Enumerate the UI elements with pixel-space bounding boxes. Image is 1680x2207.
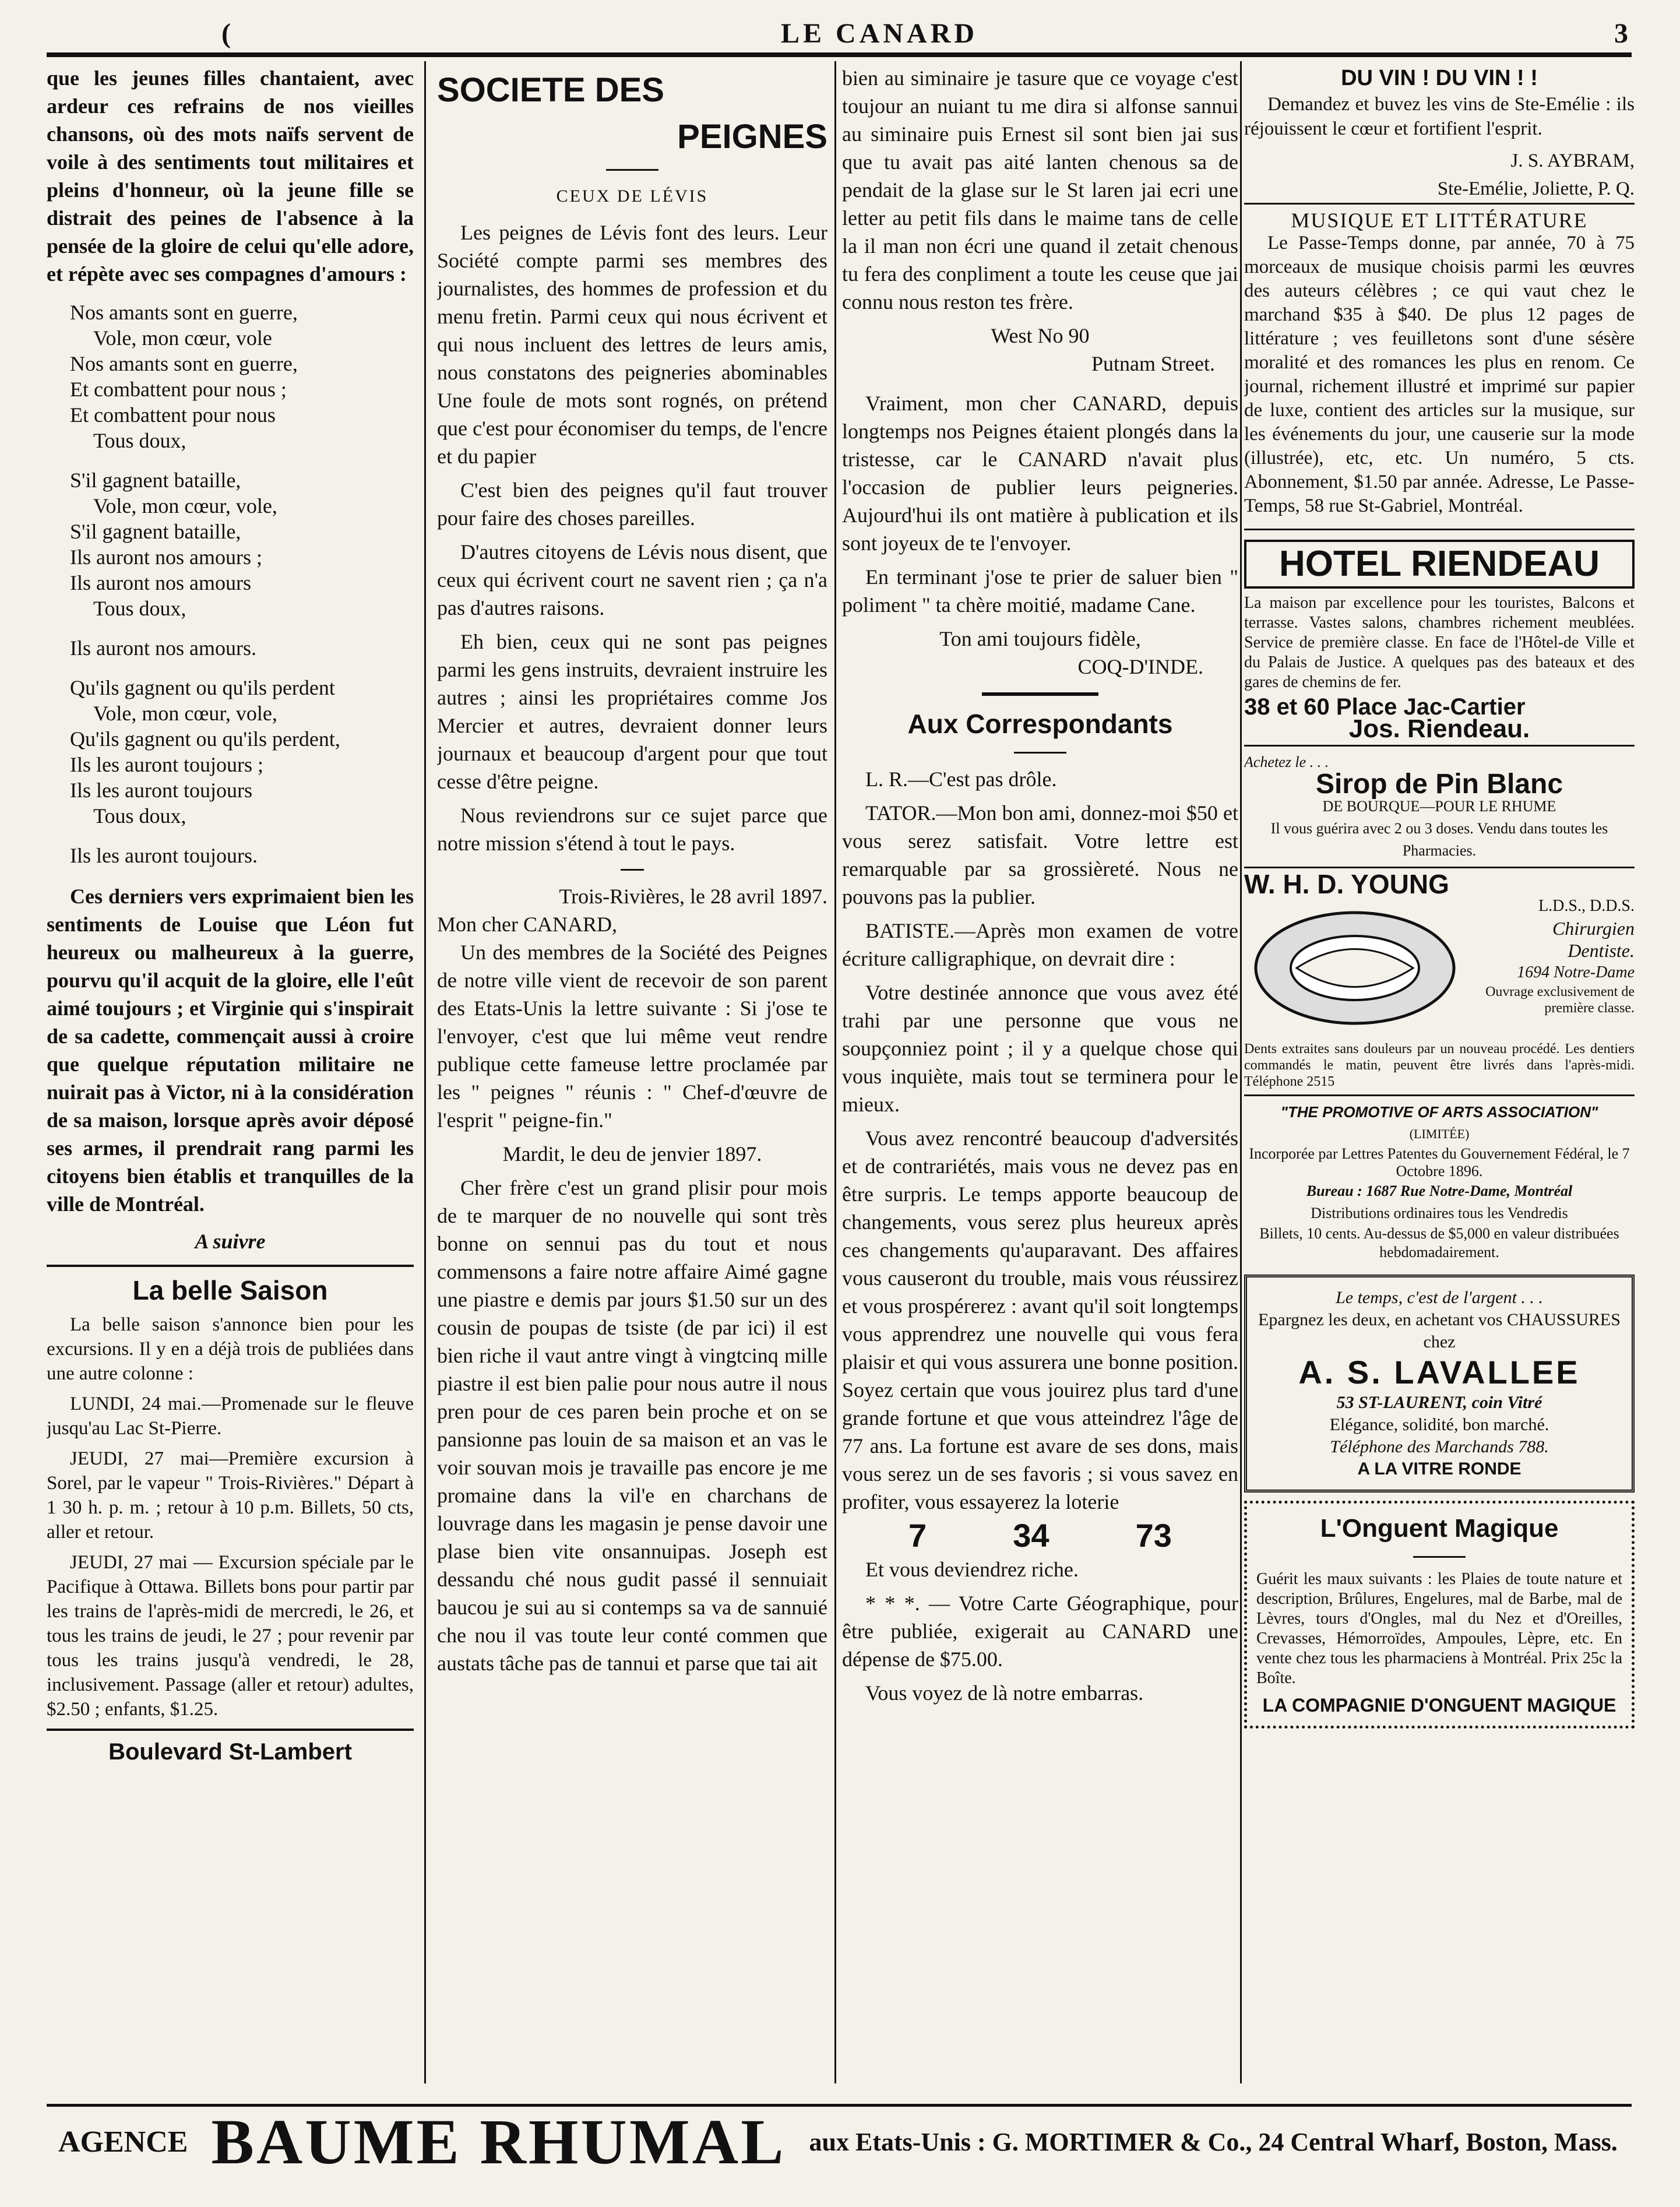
poem-line: Et combattent pour nous — [70, 403, 276, 427]
lottery-number: 34 — [1013, 1517, 1049, 1554]
saison-item: JEUDI, 27 mai — Excursion spéciale par le Pacifique à Ottawa. Billets bons pour partir par les trains de l'après-midi de mercredi, le 26, et tous les trains de jeudi, le 27 ; pour revenir par tous les trains jusqu'à vendredi, le 28, inclusivement. Passage (aller et retour) adultes, $2.50 ; enfants, $1.25. — [47, 1552, 414, 1720]
column-3: bien au siminaire je tasure que ce voyage c'est toujour an nuiant tu me dira si alfonse sannui au siminaire puis Ernest sil sont bien jai sus que tu avait pas aité lanten chenous sa de pendait de la glase sur le St laren jai ecri une letter au petit fils dans le maime tans de celle la il man non écri une quand il zetait chenous tu fera des conpliment a toute les ceuse que jai connu nous reston tes frère. West No 90 Putnam Street. Vraiment, mon cher CANARD, depuis longtemps nos Peignes étaient plongés dans la tristesse, car le CANARD n'avait plus l'occasion de publier leurs peigneries. Aujourd'hui ils ont matière à publication et ils sont joyeux de te l'envoyer. En terminant j'ose te prier de saluer bien " poliment " ta chère moitié, madame Cane. Ton ami toujours fidèle, COQ-D'INDE. Aux Correspondants L. R.—C'est pas drôle. TATOR.—Mon bon ami, donnez-moi $50 et vous serez satisfait. Votre lettre est remarquable par sa grossièreté. Nous ne pouvons pas la publier. BATISTE.—Après mon examen de votre écriture calligraphique, on devrait dire : Votre destinée annonce que vous avez été trahi par une personne que vous ne soupçonniez point ; il y a quelque chose qui vous inquiète, mais tout se terminera pour le mieux. Vous avez rencontré beaucoup d'adversités et de contrariétés, mais vous ne devez pas en être surpris. Le temps apporte beaucoup de changements, vous serez plus heureux après ces changements qu'auparavant. Des affaires vous causeront du trouble, mais vous réussirez et vous prospérerez : avant qu'il soit longtemps vous apprendrez une nouvelle qui vous fera plaisir et qui vous assurera une bonne position. Soyez certain que vous jouirez plus tard d'une grande fortune et que vous atteindrez l'âge de 77 ans. La fortune est avare de ses dons, mais vous serez un de ses favoris ; si vous savez en profiter, vous essayerez la loterie 7 34 73 Et vous deviendrez riche. * * *. — Votre Carte Géographique, pour être publiée, exigerait au CANARD une dépense de $75.00. Vous voyez de là notre embarras. — [842, 64, 1238, 2092]
hotel-title: HOTEL RIENDEAU — [1244, 540, 1635, 589]
column-rule — [834, 61, 836, 2083]
column-1 — [47, 64, 414, 2092]
musique-ad: MUSIQUE ET LITTÉRATURE Le Passe-Temps donne, par année, 70 à 75 morceaux de musique choisis parmi les œuvres des auteurs célèbres ; ce qui vaut chez le marchand $35 à $40. De plus 12 pages de littérature ; ves feuilletons sont d'une sésère moralité et des romances les plus en renom. Ce journal, richement illustré et imprimé sur papier de luxe, contient des articles sur la musique, sur les événements du jour, une causerie sur la mode (illustrée), etc, etc. Un numéro, 5 cts. Abonnement, $1.50 par année. Adresse, Le Passe-Temps, 58 rue St-Gabriel, Montréal. — [1244, 203, 1635, 529]
footer-brand: BAUME RHUMAL — [211, 2106, 786, 2177]
poem-line: S'il gagnent bataille, — [70, 520, 241, 543]
peigne-letter-cont: bien au siminaire je tasure que ce voyage c'est toujour an nuiant tu me dira si alfonse sannui au siminaire puis Ernest sil sont bien jai sus que tu avait pas aité lanten chenous sa de pendait de la glase sur le St laren jai ecri une letter au petit fils dans le maime tans de celle la il man non écri une quand il zetait chenous tu fera des conpliment a toute les ceuse que jai connu nous reston tes frère. — [842, 66, 1238, 314]
short-rule — [606, 169, 658, 171]
vin-title: DU VIN ! DU VIN ! ! — [1341, 66, 1538, 90]
dentist-title: W. H. D. YOUNG — [1244, 869, 1449, 899]
poem — [70, 300, 414, 868]
divider — [47, 1265, 414, 1267]
poem-line: Vole, mon cœur, vole, — [93, 702, 277, 725]
poem-stanza — [70, 300, 414, 453]
letter-date: Mardit, le deu de jenvier 1897. — [502, 1142, 762, 1166]
top-rule — [47, 52, 1632, 57]
story-after: Ces derniers vers exprimaient bien les sentiments de Louise que Léon fut heureux ou malheureux à la guerre, pourvu qu'il acquit de la gloire, elle l'eût aimé toujours ; et Virginie qui s'inspirait de sa cadette, commençait aussi à croire que quelque réputation militaire ne nuirait pas à Victor, ni à la considération de sa maison, lorsque après avoir déposé ses armes, il prendrait rang parmi les citoyens bien établis et tranquilles de la ville de Montréal. — [47, 885, 414, 1216]
dentist-ad: W. H. D. YOUNG L.D.S., D.D.S. Chirurgien Dentiste. 1694 Notre-Dame Ouvrage exclusivement de première classe. Dents extraites sans douleurs par un nouveau procédé. Les dentiers commandés le matin, peuvent être livrés dans l'après-midi. Téléphone 2515 — [1244, 867, 1635, 1094]
masthead-title: LE CANARD — [781, 18, 978, 49]
footer-agence: AGENCE — [58, 2125, 188, 2159]
lavallee-ad: Le temps, c'est de l'argent . . . Epargnez les deux, en achetant vos CHAUSSURES chez A. S. LAVALLEE 53 ST-LAURENT, coin Vitré Elégance, solidité, bon marché. Téléphone des Marchands 788. A LA VITRE RONDE — [1244, 1275, 1635, 1493]
saison-item: LUNDI, 24 mai.—Promenade sur le fleuve jusqu'au Lac St-Pierre. — [47, 1393, 414, 1439]
column-4: DU VIN ! DU VIN ! ! Demandez et buvez les vins de Ste-Emélie : ils réjouissent le cœur et fortifient l'esprit. J. S. AYBRAM, Ste-Emélie, Joliette, P. Q. MUSIQUE ET LITTÉRATURE Le Passe-Temps donne, par année, 70 à 75 morceaux de musique choisis parmi les œuvres des auteurs célèbres ; ce qui vaut chez le marchand $35 à $40. De plus 12 pages de littérature ; ves feuilletons sont d'une sésère moralité et des romances les plus en renom. Ce journal, richement illustré et imprimé sur papier de luxe, contient des articles sur la musique, sur les événements du jour, une causerie sur la mode (illustrée), etc, etc. Un numéro, 5 cts. Abonnement, $1.50 par année. Adresse, Le Passe-Temps, 58 rue St-Gabriel, Montréal. HOTEL RIENDEAU La maison par excellence pour les touristes, Balcons et terrasse. Vastes salons, chambres richement meublées. Service de première classe. En face de l'Hôtel-de Ville et du Palais de Justice. A quelques pas des bateaux et des gares de chemins de fer. 38 et 60 Place Jac-Cartier Jos. Riendeau. Achetez le . . . Sirop de Pin Blanc DE BOURQUE—POUR LE RHUME Il vous guérira avec 2 ou 3 doses. Vendu dans toutes les Pharmacies. W. H. D. YOUNG L.D.S., D.D.S. Chirurgien Dentiste. 1694 Notre-Dame Ouvrage exclusivement de première classe. Dents extraites sans douleurs par un nouveau procédé. Les dentiers commandés le matin, peuvent être livrés dans l'après-midi. Téléphone 2515 "THE PROMOTIVE OF ARTS ASSOCIATION" (LIMITÉE) Incorporée par Lettres Patentes du Gouvernement Fédéral, le 7 Octobre 1896. Bureau : 1687 Rue Notre-Dame, Montréal Distributions ordinaires tous les Vendredis Billets, 10 cents. Au-dessus de $5,000 en valeur distribuées hebdomadairement. Le temps, c'est de l'argent . . . Epargnez les deux, en achetant vos CHAUSSURES chez A. S. LAVALLEE 53 ST-LAURENT, coin Vitré Elégance, solidité, bon marché. Téléphone des Marchands 788. A LA VITRE RONDE L'Onguent Magique Guérit les maux suivants : les Plaies de toute nature et description, Brûlures, Engelures, mal de Barbe, mal de Lèvres, tours d'Ongles, mal du Nez et d'Oreilles, Crevasses, Hémorroïdes, Ampoules, Lèpre, etc. En vente chez tous les pharmaciens à Montréal. Prix 25c la Boîte. LA COMPAGNIE D'ONGUENT MAGIQUE — [1244, 64, 1635, 2092]
lottery-numbers — [865, 1517, 1215, 1554]
sirop-title: Sirop de Pin Blanc — [1315, 769, 1563, 800]
hotel-owner: Jos. Riendeau. — [1348, 714, 1530, 743]
poem-stanza — [70, 675, 414, 829]
column-rule — [424, 61, 426, 2083]
to-be-continued: A suivre — [195, 1230, 266, 1253]
poem-line: Ils les auront toujours — [70, 779, 252, 802]
sirop-ad: Achetez le . . . Sirop de Pin Blanc DE BOURQUE—POUR LE RHUME Il vous guérira avec 2 ou 3 doses. Vendu dans toutes les Pharmacies. — [1244, 745, 1635, 867]
poem-line: Tous doux, — [93, 429, 186, 452]
short-rule — [621, 869, 644, 871]
letter-address: West No 90 — [991, 324, 1090, 347]
poem-line: Ils les auront toujours ; — [70, 753, 263, 776]
correspondants-title: Aux Correspondants — [907, 709, 1173, 739]
poem-line: Ils les auront toujours. — [70, 844, 258, 867]
letter-address: Putnam Street. — [1091, 352, 1215, 375]
masthead-mark: ( — [221, 18, 234, 49]
poem-line: Qu'ils gagnent ou qu'ils perdent, — [70, 727, 340, 751]
letter-close: Ton ami toujours fidèle, — [939, 627, 1141, 650]
poem-line: Nos amants sont en guerre, — [70, 301, 298, 324]
page-number: 3 — [1614, 18, 1632, 49]
letter-date: Trois-Rivières, le 28 avril 1897. — [559, 885, 827, 908]
column-2: SOCIETE DES PEIGNES CEUX DE LÉVIS Les peignes de Lévis font des leurs. Leur Société compte parmi ses membres des journalistes, des hommes de profession et du menu fretin. Parmi ceux qui nous écrivent et qui nous incluent des lettres de leurs amis, nous constatons des peigneries abominables Une foule de mots sont rognés, on prétend que c'est pour économiser du temps, de l'encre et du papier C'est bien des peignes qu'il faut trouver pour faire des choses pareilles. D'autres citoyens de Lévis nous disent, que ceux qui écrivent court ne savent rien ; ça n'a pas d'autres raisons. Eh bien, ceux qui ne sont pas peignes parmi les gens instruits, devraient instruire les autres ; ainsi les propriétaires comme Jos Mercier et autres, devraient donner leurs journaux et beaucoup d'argent pour que tout cesse d'être peigne. Nous reviendrons sur ce sujet parce que notre mission s'étend à tout le pays. Trois-Rivières, le 28 avril 1897. Mon cher CANARD, Un des membres de la Société des Peignes de notre ville vient de recevoir de son parent des Etats-Unis la lettre suivante : Si j'ose te l'envoyer, c'est que lui même veut rendre publique cette fameuse lettre proclamée par les " peignes " réunis : " Chef-d'œuvre de l'esprit " peigne-fin." Mardit, le deu de jenvier 1897. Cher frère c'est un grand plisir pour mois de te marquer de no nouvelle qui sont très bonne on sennui pas du tout et nous commensons a faire notre affaire Aimé gagne une piastre e demis par jours $1.50 sur un des cousin de poupas de tsiste (de par ici) il est bien riche il vaut antre vingt à vingtcinq mille piastre il est bien palie pour nous autre il nous pren pour de ces paren bein proche et on se pansionne pas louin de sa maison et an vas le voir souvan mois je travaille pas encore je me promaine dans la vil'e en charchans de louvrage dans les magasin je pense davoir une plase bien vite onsannuipas. Joseph est dessandu ché nous gudit passé il sennuiait baucou je sui au si contemps sa va de sannuié che nou il vas toute leur conté commen que austats tâche pas de tannui et parse que tai ait — [437, 64, 827, 2092]
poem-line: Vole, mon cœur, vole, — [93, 494, 277, 518]
ornament-rule — [982, 692, 1098, 696]
poem-line: Nos amants sont en guerre, — [70, 352, 298, 375]
peignes-title-2: PEIGNES — [677, 118, 827, 156]
poem-stanza — [70, 843, 414, 868]
masthead — [47, 17, 1632, 52]
poem-line: Ils auront nos amours ; — [70, 545, 262, 569]
poem-line: Vole, mon cœur, vole — [93, 326, 272, 350]
saison-title: La belle Saison — [132, 1275, 328, 1305]
poem-line: Et combattent pour nous ; — [70, 378, 287, 401]
peignes-title-1: SOCIETE DES — [437, 71, 664, 109]
promotive-title: "THE PROMOTIVE OF ARTS ASSOCIATION" — [1280, 1103, 1598, 1121]
column-rule — [1240, 61, 1242, 2083]
saison-body: La belle saison s'annonce bien pour les excursions. Il y en a déjà trois de publiées dans une autre colonne : LUNDI, 24 mai.—Promenade sur le fleuve jusqu'au Lac St-Pierre. JEUDI, 27 mai—Première excursion à Sorel, par le vapeur " Trois-Rivières." Départ à 1 30 h. p. m. ; retour à 10 p.m. Billets, 50 cts, aller et retour. JEUDI, 27 mai — Excursion spéciale par le Pacifique à Ottawa. Billets bons pour partir par les trains de l'après-midi de mercredi, le 26, et tous les trains de jeudi, le 27 ; pour revenir par tous les trains jusqu'à vendredi, le 28, inclusivement. Passage (aller et retour) adultes, $2.50 ; enfants, $1.25. — [47, 1312, 414, 1722]
story-intro: que les jeunes filles chantaient, avec ardeur ces refrains de nos vieilles chansons, où des mots naïfs servent de voile à des sentiments tout militaires et pleins d'honneur, où la jeune fille se distrait des peines de l'absence à la pensée de la gloire de celui qu'elle adore, et répète avec ses compagnes d'amours : — [47, 66, 414, 286]
vin-signature: J. S. AYBRAM, — [1510, 150, 1635, 171]
footer-ad — [47, 2104, 1632, 2177]
letter-salutation: Mon cher CANARD, — [437, 913, 617, 936]
footer-address: aux Etats-Unis : G. MORTIMER & Co., 24 Central Wharf, Boston, Mass. — [809, 2127, 1618, 2156]
poem-line: Qu'ils gagnent ou qu'ils perdent — [70, 676, 335, 699]
onguent-company: LA COMPAGNIE D'ONGUENT MAGIQUE — [1262, 1695, 1616, 1716]
poem-line: Ils auront nos amours. — [70, 636, 256, 660]
lottery-number: 73 — [1135, 1517, 1172, 1554]
lavallee-title: A. S. LAVALLEE — [1298, 1354, 1580, 1391]
peigne-letter: Cher frère c'est un grand plisir pour mois de te marquer de no nouvelle qui sont très bonne on sennui pas du tout et nous commensons a faire notre affaire Aimé gagne une piastre e demis par jours $1.50 sur un des cousin de poupas de tsiste (de par ici) il est bien riche il vaut antre vingt à vingtcinq mille piastre il est bien palie pour nous autre il nous pren pour de ces paren bein proche et on se pansionne pas louin de sa maison et an vas le voir souvan mois je travaille pas encore je me promaine dans la vil'e en charchans de louvrage dans les magasin je pense davoir une plase bien vite onsannuipas. Joseph est dessandu ché nous gudit passé il sennuiait baucou je sui au si contemps sa va de sannuié che nou il vas toute leur conté commen que austats tâche pas de tannui et parse que tai ait — [437, 1176, 827, 1675]
vin-address: Ste-Emélie, Joliette, P. Q. — [1437, 178, 1635, 199]
poem-stanza — [70, 467, 414, 621]
hotel-address: 38 et 60 Place Jac-Cartier — [1244, 694, 1526, 720]
divider — [47, 1729, 414, 1731]
poem-line: Ils auront nos amours — [70, 571, 251, 594]
onguent-ad: L'Onguent Magique Guérit les maux suivants : les Plaies de toute nature et description, Brûlures, Engelures, mal de Barbe, mal de Lèvres, tours d'Ongles, mal du Nez et d'Oreilles, Crevasses, Hémorroïdes, Ampoules, Lèpre, etc. En vente chez tous les pharmaciens à Montréal. Prix 25c la Boîte. LA COMPAGNIE D'ONGUENT MAGIQUE — [1244, 1501, 1635, 1729]
short-rule — [1413, 1556, 1466, 1558]
saison-item: JEUDI, 27 mai—Première excursion à Sorel, par le vapeur " Trois-Rivières." Départ à 1 30 h. p. m. ; retour à 10 p.m. Billets, 50 cts, aller et retour. — [47, 1448, 414, 1543]
short-rule — [1014, 752, 1066, 754]
musique-title: MUSIQUE ET LITTÉRATURE — [1291, 209, 1588, 232]
promotive-ad: "THE PROMOTIVE OF ARTS ASSOCIATION" (LIMITÉE) Incorporée par Lettres Patentes du Gouvernement Fédéral, le 7 Octobre 1896. Bureau : 1687 Rue Notre-Dame, Montréal Distributions ordinaires tous les Vendredis Billets, 10 cents. Au-dessus de $5,000 en valeur distribuées hebdomadairement. — [1244, 1094, 1635, 1266]
peignes-subtitle: CEUX DE LÉVIS — [556, 186, 709, 206]
dentures-icon — [1250, 907, 1460, 1029]
boulevard-heading: Boulevard St-Lambert — [108, 1739, 352, 1765]
poem-line: Tous doux, — [93, 804, 186, 828]
poem-line: S'il gagnent bataille, — [70, 469, 241, 492]
lottery-number: 7 — [908, 1517, 927, 1554]
letter-signature: COQ-D'INDE. — [1077, 655, 1203, 678]
dentures-image — [1244, 901, 1466, 1035]
poem-line: Tous doux, — [93, 597, 186, 620]
poem-stanza — [70, 635, 414, 661]
onguent-title: L'Onguent Magique — [1320, 1514, 1559, 1543]
hotel-ad: HOTEL RIENDEAU La maison par excellence pour les touristes, Balcons et terrasse. Vastes salons, chambres richement meublées. Service de première classe. En face de l'Hôtel-de Ville et du Palais de Justice. A quelques pas des bateaux et des gares de chemins de fer. 38 et 60 Place Jac-Cartier Jos. Riendeau. — [1244, 529, 1635, 745]
